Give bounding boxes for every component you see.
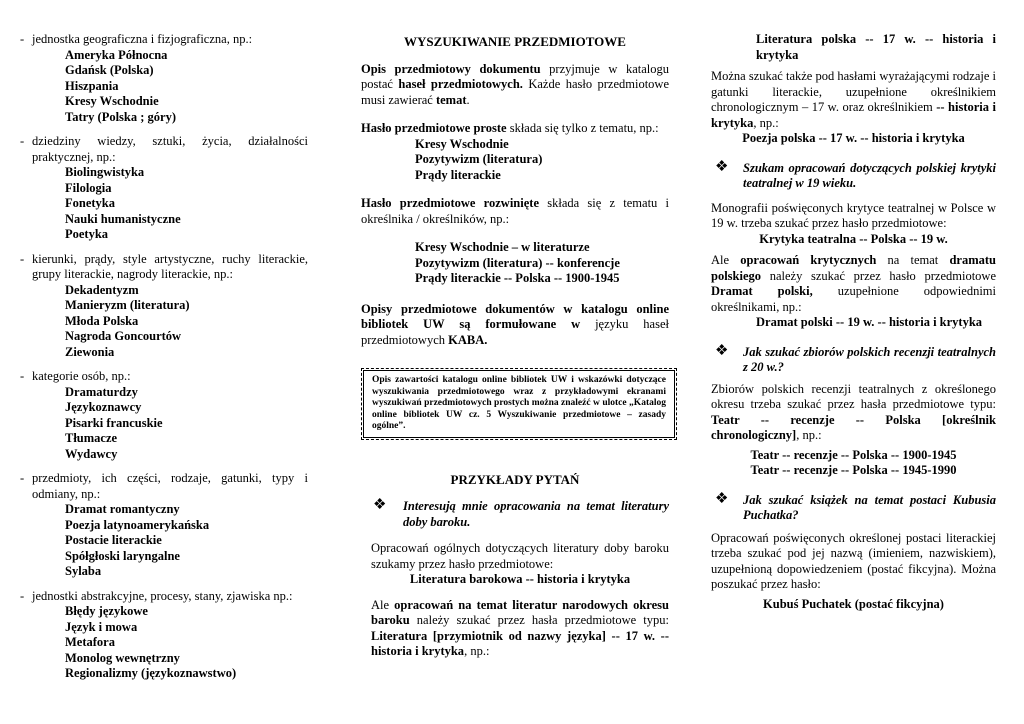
examples-abstract: Błędy językowe Język i mowa Metafora Monolog wewnętrzny Regionalizmy (językoznawstwo)	[65, 604, 237, 680]
category-abstract: - jednostki abstrakcyjne, procesy, stany, zjawiska np.:	[20, 588, 293, 603]
heading-polish-poetry: Poezja polska -- 17 w. -- historia i krytyka	[742, 131, 965, 145]
examples-extended-heading: Kresy Wschodnie – w literaturze Pozytywizm (literatura) -- konferencje Prądy literackie -- Polska -- 1900-1945	[415, 240, 620, 285]
paragraph-subject-description: Opis przedmiotowy dokumentu przyjmuje w katalogu postać haseł przedmiotowych. Każde hasło przedmiotowe musi zawierać temat.	[361, 61, 670, 107]
paragraph-simple-heading: Hasło przedmiotowe proste składa się tylko z tematu, np.:	[361, 121, 659, 135]
heading-polish-drama: Dramat polski -- 19 w. -- historia i krytyka	[756, 315, 983, 329]
examples-movements: Dekadentyzm Manieryzm (literatura) Młoda Polska Nagroda Goncourtów Ziewonia	[65, 282, 190, 359]
column-2	[361, 32, 669, 660]
heading-winnie-the-pooh: Kubuś Puchatek (postać fikcyjna)	[763, 596, 944, 611]
paragraph-kaba: Opisy przedmiotowe dokumentów w katalogu online bibliotek UW są formułowane w języku haseł przedmiotowych KABA.	[361, 301, 669, 347]
examples-title: PRZYKŁADY PYTAŃ	[450, 471, 580, 487]
column-1	[20, 32, 308, 682]
answer-winnie-the-pooh: Opracowań poświęconych określonej postaci literackiej trzeba szukać pod jej nazwą (imieniem, nazwiskiem), uzupełnioną dopowiedzeniem (postać fikcyjna). Można poszukać przez hasło:	[711, 530, 996, 591]
answer-baroque: Opracowań ogólnych dotyczących literatury doby baroku szukamy przez hasło przedmiotowe:	[371, 541, 669, 571]
paragraph-genres: Można szukać także pod hasłami wyrażającymi rodzaje i gatunki literackie, uzupełnione określnikiem chronologicznym – 17 w. oraz określnikiem -- historia i krytyka, np.:	[711, 69, 996, 130]
diamond-bullet-icon: ❖	[715, 490, 729, 507]
answer-theatre-reviews: Zbiorów polskich recenzji teatralnych z określonego okresu trzeba szukać przez hasła przedmiotowe typu: Teatr -- recenzje -- Polska [określnik chronologiczny], np.:	[711, 381, 996, 442]
heading-theatre-criticism: Krytyka teatralna -- Polska -- 19 w.	[759, 231, 948, 246]
headings-theatre-reviews: Teatr -- recenzje -- Polska -- 1900-1945 Teatr -- recenzje -- Polska -- 1945-1990	[750, 447, 957, 477]
column-3	[711, 32, 996, 612]
answer-theatre-criticism: Monografii poświęconych krytyce teatralnej w Polsce w 19 w. trzeba szukać przez hasło przedmiotowe:	[711, 200, 996, 230]
category-fields: - dziedziny wiedzy, sztuki, życia, działalności praktycznej, np.:	[20, 134, 308, 164]
diamond-bullet-icon: ❖	[373, 497, 387, 513]
heading-polish-literature: Literatura polska -- 17 w. -- historia i krytyka	[756, 32, 996, 62]
answer-polish-drama: Ale opracowań krytycznych na temat dramatu polskiego należy szukać przez hasło przedmiotowe Dramat polski, uzupełnione odpowiednimi określnikami, np.:	[711, 253, 996, 314]
section-title: WYSZUKIWANIE PRZEDMIOTOWE	[404, 34, 626, 49]
info-box: Opis zawartości katalogu online bibliotek UW i wskazówki dotyczące wyszukiwania przedmiotowego wraz z przykładowymi ekranami wyszukiwań przedmiotowych prostych można znaleźć w ulotce „Katalog online bibliotek UW cz. 5 Wyszukiwanie przedmiotowe – zasady ogólne”.	[361, 368, 677, 440]
examples-objects: Dramat romantyczny Poezja latynoamerykańska Postacie literackie Spółgłoski laryngalne Sylaba	[65, 502, 210, 578]
question-theatre-criticism: ❖ Szukam opracowań dotyczących polskiej krytyki teatralnej w 19 wieku.	[715, 158, 996, 190]
category-persons: - kategorie osób, np.:	[20, 369, 131, 383]
category-movements: - kierunki, prądy, style artystyczne, ruchy literackie, grupy literackie, nagrody literackie, np.:	[20, 251, 308, 281]
question-baroque: ❖ Interesują mnie opracowania na temat literatury doby baroku.	[373, 497, 669, 529]
examples-geographic: Ameryka Północna Gdańsk (Polska) Hiszpania Kresy Wschodnie Tatry (Polska ; góry)	[65, 47, 176, 124]
diamond-bullet-icon: ❖	[715, 158, 729, 175]
examples-fields: Biolingwistyka Filologia Fonetyka Nauki humanistyczne Poetyka	[65, 165, 181, 241]
paragraph-extended-heading: Hasło przedmiotowe rozwinięte składa się z tematu i określnika / określników, np.:	[361, 196, 669, 226]
category-objects: - przedmioty, ich części, rodzaje, gatunki, typy i odmiany, np.:	[20, 471, 308, 501]
question-winnie-the-pooh: ❖ Jak szukać książek na temat postaci Kubusia Puchatka?	[715, 490, 996, 522]
examples-persons: Dramaturdzy Językoznawcy Pisarki francuskie Tłumacze Wydawcy	[65, 384, 163, 461]
answer-baroque-national: Ale opracowań na temat literatur narodowych okresu baroku należy szukać przez hasła przedmiotowe typu: Literatura [przymiotnik od nazwy języka] -- 17 w. -- historia i krytyka, np.:	[371, 597, 669, 658]
diamond-bullet-icon: ❖	[715, 342, 729, 359]
category-geographic: - jednostka geograficzna i fizjograficzna, np.:	[20, 32, 253, 46]
question-theatre-reviews: ❖ Jak szukać zbiorów polskich recenzji teatralnych z 20 w.?	[715, 342, 996, 374]
examples-simple-heading: Kresy Wschodnie Pozytywizm (literatura) Prądy literackie	[415, 136, 543, 182]
heading-baroque: Literatura barokowa -- historia i krytyka	[409, 572, 631, 586]
